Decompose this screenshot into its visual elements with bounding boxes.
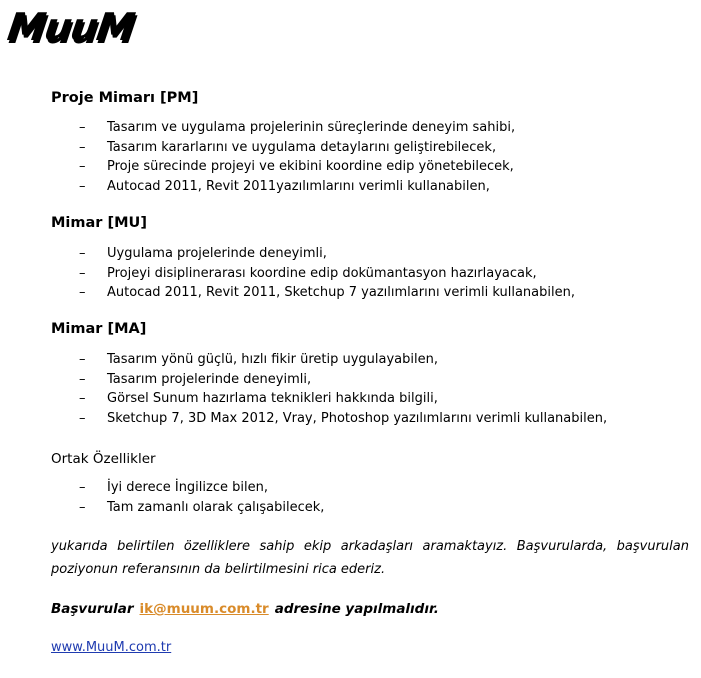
list-item-text: Uygulama projelerinde deneyimli,: [107, 246, 327, 261]
list-dash: –: [79, 120, 86, 135]
apply-prefix: Başvurular: [51, 601, 134, 617]
list-dash: –: [79, 265, 86, 281]
list-item-text: Tasarım kararlarını ve uygulama detaylarını geliştirebilecek,: [107, 139, 497, 155]
list-dash: –: [79, 410, 86, 426]
list-dash: –: [79, 499, 86, 515]
list-dash: –: [79, 246, 86, 261]
list-dash: –: [79, 178, 86, 194]
list-dash: –: [79, 139, 86, 155]
list-item-text: Tasarım ve uygulama projelerinin süreçlerinde deneyim sahibi,: [107, 120, 516, 135]
section-title-pm: Proje Mimarı [PM]: [51, 90, 199, 106]
list-dash: –: [79, 159, 86, 174]
list-item-text: Autocad 2011, Revit 2011yazılımlarını verimli kullanabilen,: [107, 178, 490, 194]
list-dash: –: [79, 285, 86, 300]
apply-line: [51, 601, 439, 617]
section-title-mu: Mimar [MU]: [51, 215, 147, 231]
list-item-text: Tam zamanlı olarak çalışabilecek,: [107, 499, 325, 515]
list-dash: –: [79, 480, 86, 495]
email-link[interactable]: ik@muum.com.tr: [139, 601, 269, 617]
list-item-text: Sketchup 7, 3D Max 2012, Vray, Photoshop yazılımlarını verimli kullanabilen,: [107, 410, 608, 426]
list-dash: –: [79, 391, 86, 406]
list-dash: –: [79, 352, 86, 367]
list-item-text: İyi derece İngilizce bilen,: [107, 480, 268, 495]
list-item-text: Autocad 2011, Revit 2011, Sketchup 7 yazılımlarını verimli kullanabilen,: [107, 285, 575, 300]
apply-suffix: adresine yapılmalıdır.: [274, 601, 439, 617]
list-dash: –: [79, 371, 86, 387]
website-link[interactable]: www.MuuM.com.tr: [51, 640, 172, 655]
section-title-common: Ortak Özellikler: [51, 451, 156, 467]
list-item-text: Görsel Sunum hazırlama teknikleri hakkında bilgili,: [107, 391, 438, 406]
list-item-text: Proje sürecinde projeyi ve ekibini koordine edip yönetebilecek,: [107, 159, 514, 174]
list-item-text: Tasarım projelerinde deneyimli,: [107, 371, 312, 387]
application-note: yukarıda belirtilen özelliklere sahip ekip arkadaşları aramaktayız. Başvurularda, başvurulan poziyonun referansının da belirtilmesini rica ederiz.: [51, 539, 689, 577]
list-item-text: Tasarım yönü güçlü, hızlı fikir üretip uygulayabilen,: [107, 352, 438, 367]
section-title-ma: Mimar [MA]: [51, 321, 147, 337]
list-item-text: Projeyi disiplinerarası koordine edip dokümantasyon hazırlayacak,: [107, 265, 537, 281]
muum-logo: MuuM: [4, 5, 137, 49]
